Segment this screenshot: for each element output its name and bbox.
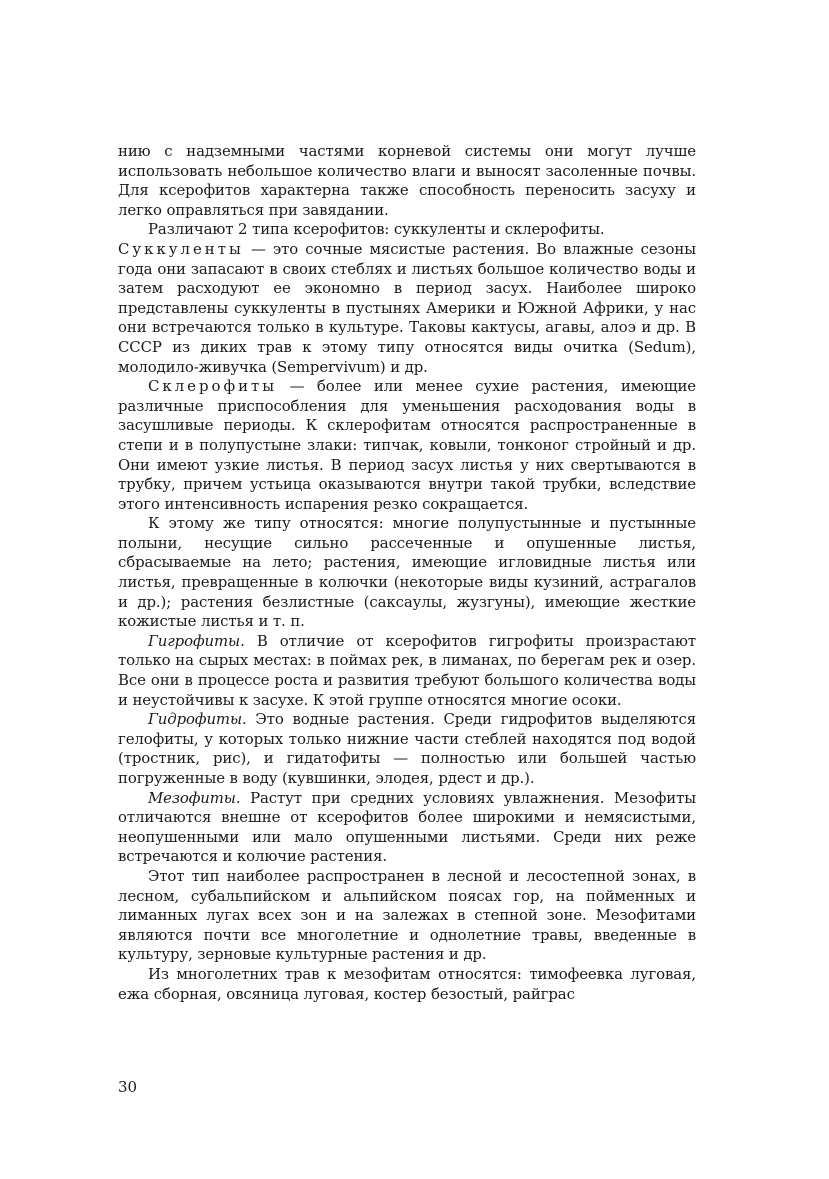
paragraph-hygrophytes-text: В отличие от ксерофитов гигрофиты произрастают только на сырых местах: в поймах рек, в лиманах, по берегам рек и озер. Все они в процессе роста и развития требуют большого количества воды и неустойчивы к засухе. К этой группе относятся многие осоки. — [118, 631, 696, 709]
paragraph-10 — [118, 965, 696, 1004]
paragraph-2-text: Различают 2 типа ксерофитов: суккуленты и склерофиты. — [148, 220, 605, 239]
paragraph-10-text: Из многолетних трав к мезофитам относятся: тимофеевка луговая, ежа сборная, овсяница луговая, костер безостый, райграс — [118, 964, 696, 1003]
paragraph-succulents-text: — это сочные мясистые растения. Во влажные сезоны года они запасают в своих стеблях и листьях большое количество воды и затем расходуют ее экономно в период засух. Наиболее широко представлены суккуленты в пустынях Америки и Южной Африки, у нас они встречаются только в культуре. Таковы кактусы, агавы, алоэ и др. В СССР из диких трав к этому типу относятся виды очитка (Sedum), молодило-живучка (Sempervivum) и др. — [118, 239, 696, 376]
paragraph-5-text: К этому же типу относятся: многие полупустынные и пустынные полыни, несущие сильно рассеченные и опушенные листья, сбрасываемые на лето; растения, имеющие игловидные листья или листья, превращенные в колючки (некоторые виды кузиний, астрагалов и др.); растения безлистные (саксаулы, жузгуны), имеющие жесткие кожистые листья и т. п. — [118, 514, 696, 631]
page-number: 30 — [118, 1078, 138, 1096]
paragraph-9-text: Этот тип наиболее распространен в лесной и лесостепной зонах, в лесном, субальпийском и альпийском поясах гор, на пойменных и лиманных лугах всех зон и на залежах в степной зоне. Мезофитами являются почти все многолетние и однолетние травы, введенные в культуру, зерновые культурные растения и др. — [118, 866, 696, 964]
term-succulents: Суккуленты — [118, 239, 244, 258]
paragraph-hydrophytes-text: Это водные растения. Среди гидрофитов выделяются гелофиты, у которых только нижние части стеблей находятся под водой (тростник, рис), и гидатофиты — полностью или большей частью погруженные в воду (кувшинки, элодея, рдест и др.). — [118, 710, 696, 787]
paragraph-succulents — [118, 240, 696, 377]
paragraph-9 — [118, 867, 696, 965]
paragraph-mesophytes-text: Растут при средних условиях увлажнения. Мезофиты отличаются внешне от ксерофитов более широкими и немясистыми, неопушенными или мало опушенными листьями. Среди них реже встречаются и колючие растения. — [118, 788, 696, 866]
term-sclerophytes: Склерофиты — [148, 377, 278, 396]
paragraph-sclerophytes — [118, 377, 696, 514]
term-hygrophytes: Гигрофиты. — [148, 631, 245, 650]
paragraph-1 — [118, 142, 696, 220]
paragraph-2 — [118, 220, 696, 240]
term-mesophytes: Мезофиты. — [148, 788, 241, 807]
paragraph-sclerophytes-text: — более или менее сухие растения, имеющие различные приспособления для уменьшения расходования воды в засушливые периоды. К склерофитам относятся распространенные в степи и в полупустыне злаки: типчак, ковыли, тонконог стройный и др. Они имеют узкие листья. В период засух листья у них свертываются в трубку, причем устьица оказываются внутри такой трубки, вследствие этого интенсивность испарения резко сокращается. — [118, 377, 696, 513]
paragraph-hydrophytes — [118, 710, 696, 788]
paragraph-hygrophytes — [118, 632, 696, 710]
paragraph-5 — [118, 514, 696, 632]
term-hydrophytes: Гидрофиты. — [148, 710, 247, 729]
paragraph-mesophytes — [118, 789, 696, 867]
page-body — [118, 142, 696, 1004]
paragraph-1-text: нию с надземными частями корневой системы они могут лучше использовать небольшое количество влаги и выносят засоленные почвы. Для ксерофитов характерна также способность переносить засуху и легко оправляться при завядании. — [118, 142, 696, 219]
